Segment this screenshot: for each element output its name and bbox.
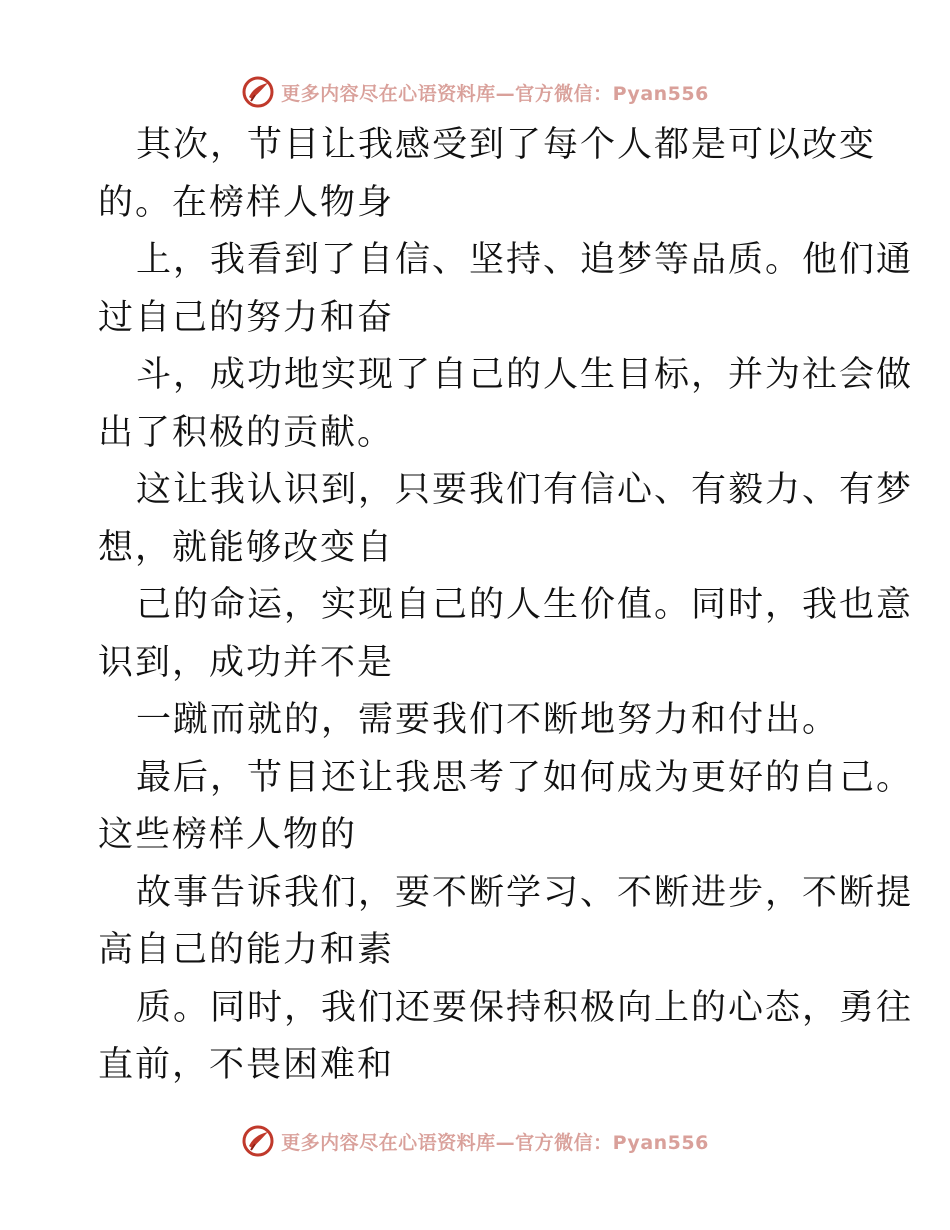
footer-watermark-banner: [0, 1121, 950, 1161]
text-line: 高自己的能力和素: [98, 930, 395, 970]
header-watermark-banner: [0, 72, 950, 112]
text-line: 斗，成功地实现了自己的人生目标，并为社会做: [136, 355, 914, 395]
text-line: 想，就能够改变自: [98, 527, 395, 568]
text-line: 故事告诉我们，要不断学习、不断进步，不断提: [136, 872, 914, 913]
red-quill-seal-icon: [241, 75, 275, 109]
text-line: 出了积极的贡献。: [98, 412, 395, 453]
text-line: 识到，成功并不是: [98, 642, 395, 683]
text-line: 其次，节目让我感受到了每个人都是可以改变: [136, 125, 877, 165]
text-line: 上，我看到了自信、坚持、追梦等品质。他们通: [136, 240, 914, 280]
text-line: 质。同时，我们还要保持积极向上的心态，勇往: [136, 987, 914, 1028]
text-line: 的。在榜样人物身: [98, 182, 395, 223]
red-quill-seal-icon: [241, 1124, 275, 1158]
text-line: 这些榜样人物的: [98, 815, 358, 855]
text-line: 己的命运，实现自己的人生价值。同时，我也意: [136, 585, 914, 625]
text-line: 直前，不畏困难和: [98, 1045, 395, 1085]
header-watermark-text: 更多内容尽在心语资料库—官方微信：Pyan556: [281, 82, 709, 105]
text-line: 这让我认识到，只要我们有信心、有毅力、有梦: [136, 470, 914, 510]
footer-watermark-text: 更多内容尽在心语资料库—官方微信：Pyan556: [281, 1131, 709, 1154]
document-body: [98, 117, 914, 1095]
text-line: 最后，节目还让我思考了如何成为更好的自己。: [136, 757, 914, 798]
text-line: 过自己的努力和奋: [98, 297, 395, 338]
text-line: 一蹴而就的，需要我们不断地努力和付出。: [136, 700, 840, 740]
